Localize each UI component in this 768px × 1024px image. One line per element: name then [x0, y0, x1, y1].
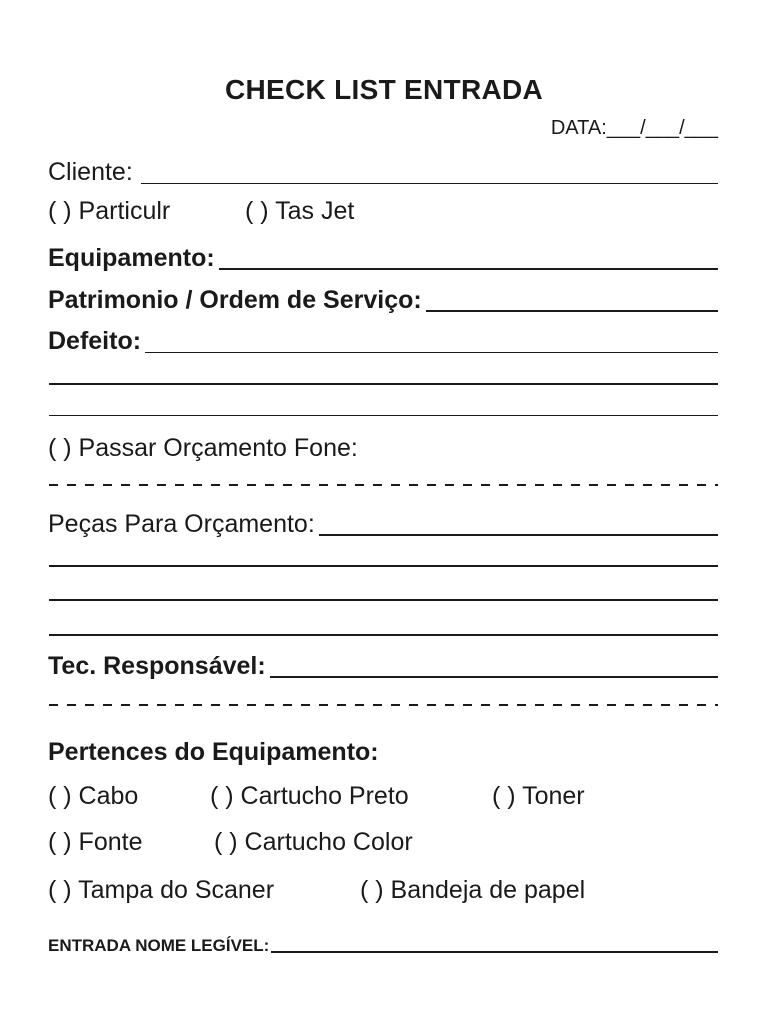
- equipment-field[interactable]: [219, 267, 718, 270]
- parts-line-4[interactable]: [49, 634, 718, 636]
- defect-label: Defeito:: [48, 327, 142, 355]
- option-toner[interactable]: ( ) Toner: [492, 782, 585, 810]
- tech-label: Tec. Responsável:: [48, 652, 266, 680]
- parts-line-2[interactable]: [49, 565, 718, 567]
- equipment-row: [48, 246, 718, 271]
- defect-field[interactable]: [145, 351, 718, 353]
- client-row: [48, 160, 718, 185]
- entry-name-field[interactable]: [271, 950, 718, 953]
- parts-line-3[interactable]: [49, 599, 718, 601]
- option-budget-phone[interactable]: ( ) Passar Orçamento Fone:: [48, 434, 358, 462]
- option-fonte[interactable]: ( ) Fonte: [48, 828, 143, 856]
- parts-row: [48, 512, 718, 537]
- entry-name-row: [48, 937, 718, 954]
- equipment-label: Equipamento:: [48, 244, 215, 272]
- patrimonio-label: Patrimonio / Ordem de Serviço:: [48, 286, 422, 314]
- option-particular[interactable]: ( ) Particulr: [48, 197, 171, 225]
- patrimonio-row: [48, 288, 718, 313]
- defect-line-3[interactable]: [49, 415, 718, 416]
- entry-name-label: ENTRADA NOME LEGÍVEL:: [48, 936, 270, 955]
- defect-line-2[interactable]: [49, 383, 718, 385]
- patrimonio-field[interactable]: [426, 309, 718, 312]
- option-cartucho-color[interactable]: ( ) Cartucho Color: [214, 828, 413, 856]
- client-label: Cliente:: [48, 158, 133, 186]
- option-cabo[interactable]: ( ) Cabo: [48, 782, 139, 810]
- option-cartucho-preto[interactable]: ( ) Cartucho Preto: [210, 782, 409, 810]
- option-tampa-scaner[interactable]: ( ) Tampa do Scaner: [48, 876, 275, 904]
- option-tas-jet[interactable]: ( ) Tas Jet: [245, 197, 355, 225]
- belongings-title: Pertences do Equipamento:: [48, 738, 379, 766]
- parts-field[interactable]: [319, 533, 718, 536]
- tech-field[interactable]: [270, 675, 718, 678]
- form-title: CHECK LIST ENTRADA: [224, 74, 544, 105]
- client-field[interactable]: [141, 182, 718, 184]
- parts-label: Peças Para Orçamento:: [48, 510, 315, 538]
- date-field[interactable]: DATA:___/___/___: [550, 117, 718, 139]
- dashed-divider: [49, 484, 718, 486]
- dashed-divider-2: [49, 704, 718, 706]
- option-bandeja-papel[interactable]: ( ) Bandeja de papel: [360, 876, 586, 904]
- defect-row: [48, 329, 718, 354]
- tech-row: [48, 654, 718, 679]
